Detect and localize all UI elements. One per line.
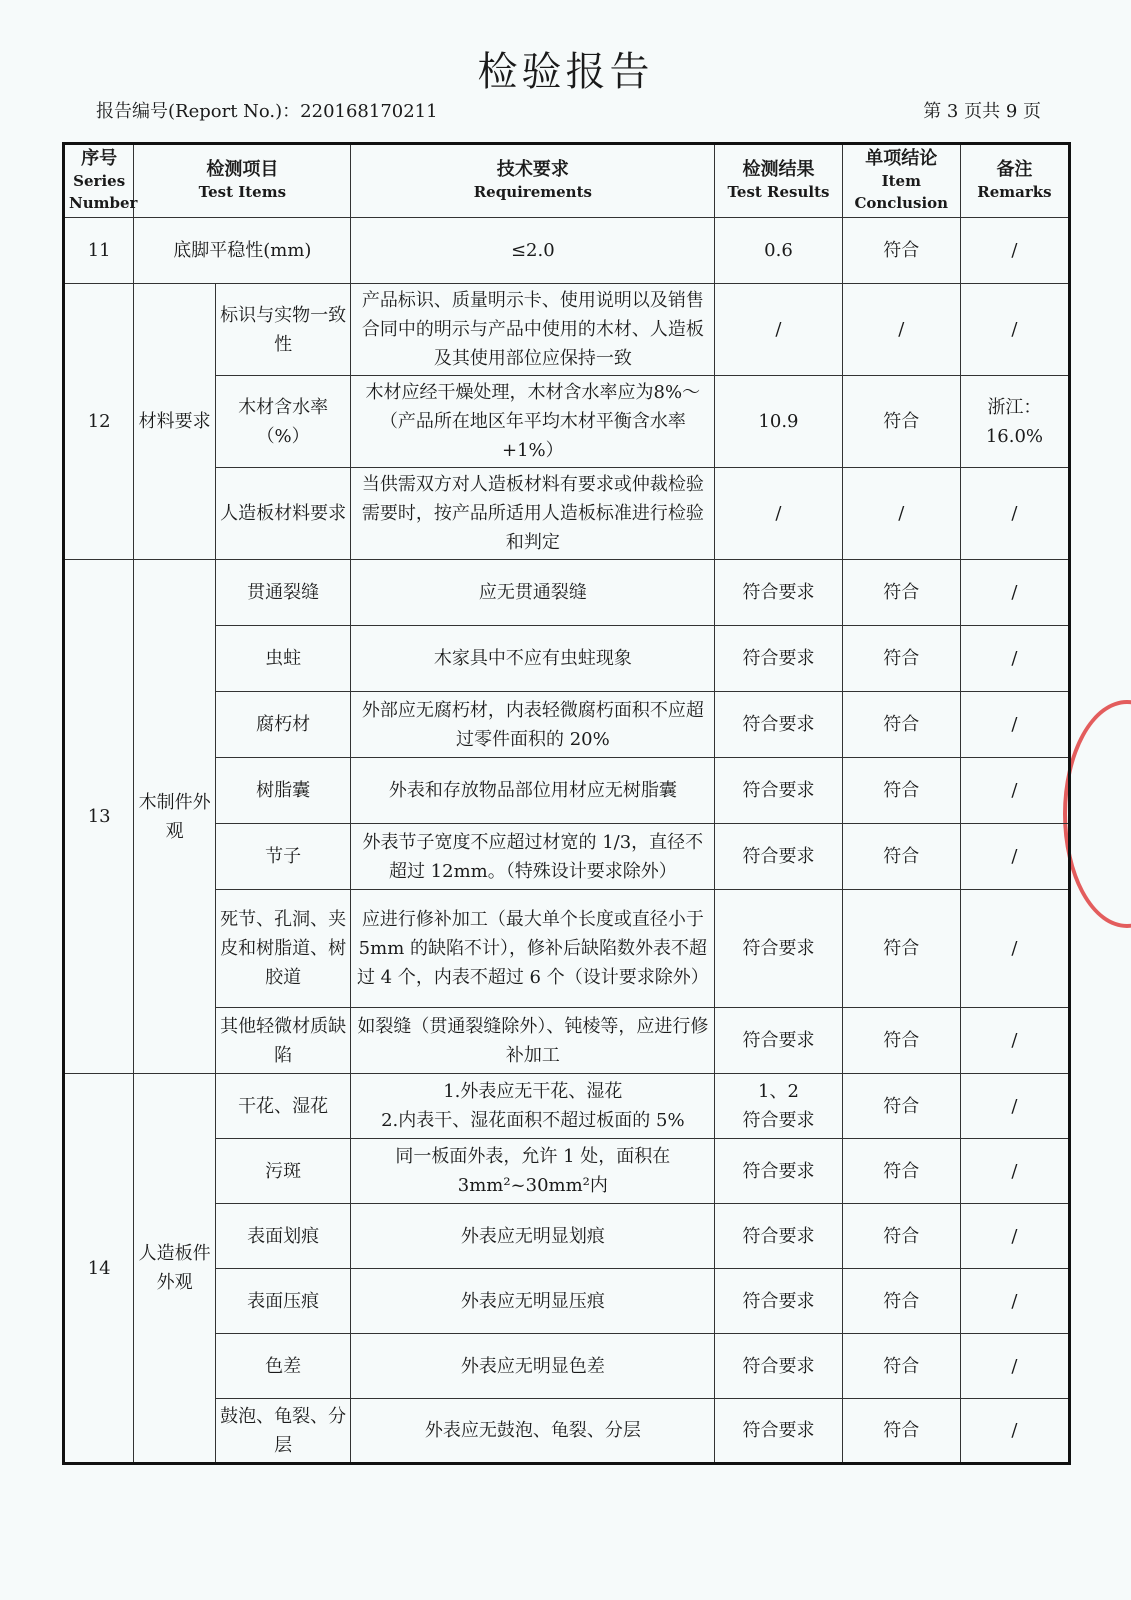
test-item: 表面压痕 xyxy=(215,1269,351,1334)
test-result: 0.6 xyxy=(715,218,842,284)
conclusion: 符合 xyxy=(842,218,960,284)
header-test-results: 检测结果 Test Results xyxy=(715,144,842,218)
remark: / xyxy=(960,284,1069,376)
requirement: 外表和存放物品部位用材应无树脂囊 xyxy=(351,758,715,824)
test-item: 腐朽材 xyxy=(215,692,351,758)
requirement: 外表应无明显压痕 xyxy=(351,1269,715,1334)
conclusion: / xyxy=(842,468,960,560)
table-row xyxy=(64,758,1070,824)
table-row xyxy=(64,626,1070,692)
table-row xyxy=(64,376,1070,468)
test-item: 木材含水率（%） xyxy=(215,376,351,468)
requirement: 应进行修补加工（最大单个长度或直径小于 5mm 的缺陷不计），修补后缺陷数外表不超过 4 个，内表不超过 6 个（设计要求除外） xyxy=(351,890,715,1008)
test-item: 贯通裂缝 xyxy=(215,560,351,626)
test-item: 节子 xyxy=(215,824,351,890)
remark: / xyxy=(960,824,1069,890)
remark: / xyxy=(960,1204,1069,1269)
requirement-line: 2.内表干、湿花面积不超过板面的 5% xyxy=(381,1110,685,1131)
conclusion: 符合 xyxy=(842,626,960,692)
remark: / xyxy=(960,1139,1069,1204)
test-result: 符合要求 xyxy=(715,626,842,692)
table-row xyxy=(64,218,1070,284)
requirement: 木材应经干燥处理，木材含水率应为8%～（产品所在地区年平均木材平衡含水率+1%） xyxy=(351,376,715,468)
remark: / xyxy=(960,1399,1069,1464)
requirement: 外部应无腐朽材，内表轻微腐朽面积不应超过零件面积的 20% xyxy=(351,692,715,758)
conclusion: 符合 xyxy=(842,560,960,626)
test-item: 底脚平稳性(mm) xyxy=(134,218,351,284)
remark: / xyxy=(960,692,1069,758)
table-row xyxy=(64,824,1070,890)
table-row xyxy=(64,1399,1070,1464)
conclusion: 符合 xyxy=(842,824,960,890)
test-result: 符合要求 xyxy=(715,1204,842,1269)
header-test-items: 检测项目 Test Items xyxy=(134,144,351,218)
test-result: 10.9 xyxy=(715,376,842,468)
test-item: 人造板材料要求 xyxy=(215,468,351,560)
category: 人造板件外观 xyxy=(134,1074,216,1464)
remark: / xyxy=(960,890,1069,1008)
remark: / xyxy=(960,626,1069,692)
requirement: 如裂缝（贯通裂缝除外）、钝棱等，应进行修补加工 xyxy=(351,1008,715,1074)
test-item: 其他轻微材质缺陷 xyxy=(215,1008,351,1074)
conclusion: 符合 xyxy=(842,1269,960,1334)
red-seal-stamp xyxy=(1063,700,1131,928)
conclusion: 符合 xyxy=(842,890,960,1008)
requirement: 应无贯通裂缝 xyxy=(351,560,715,626)
requirement: ≤2.0 xyxy=(351,218,715,284)
test-result: / xyxy=(715,468,842,560)
test-result: 符合要求 xyxy=(715,1334,842,1399)
result-line: 1、2 xyxy=(758,1081,799,1102)
remark: / xyxy=(960,1269,1069,1334)
requirement: 同一板面外表，允许 1 处，面积在3mm²~30mm²内 xyxy=(351,1139,715,1204)
test-item: 污斑 xyxy=(215,1139,351,1204)
test-result: 符合要求 xyxy=(715,1399,842,1464)
table-row xyxy=(64,468,1070,560)
requirement: 木家具中不应有虫蛀现象 xyxy=(351,626,715,692)
requirement: 外表应无明显色差 xyxy=(351,1334,715,1399)
conclusion: 符合 xyxy=(842,692,960,758)
test-item: 死节、孔洞、夹皮和树脂道、树胶道 xyxy=(215,890,351,1008)
requirement: 外表应无明显划痕 xyxy=(351,1204,715,1269)
test-item: 干花、湿花 xyxy=(215,1074,351,1139)
category: 材料要求 xyxy=(134,284,216,560)
conclusion: / xyxy=(842,284,960,376)
remark: / xyxy=(960,1074,1069,1139)
conclusion: 符合 xyxy=(842,758,960,824)
test-item: 鼓泡、龟裂、分层 xyxy=(215,1399,351,1464)
table-row xyxy=(64,1008,1070,1074)
report-number: 报告编号(Report No.)：220168170211 xyxy=(96,101,438,122)
table-row xyxy=(64,1074,1070,1139)
requirement xyxy=(351,1074,715,1139)
table-row xyxy=(64,1204,1070,1269)
table-row xyxy=(64,692,1070,758)
series-number: 13 xyxy=(64,560,134,1074)
requirement: 产品标识、质量明示卡、使用说明以及销售合同中的明示与产品中使用的木材、人造板及其使用部位应保持一致 xyxy=(351,284,715,376)
test-item: 标识与实物一致性 xyxy=(215,284,351,376)
conclusion: 符合 xyxy=(842,1334,960,1399)
conclusion: 符合 xyxy=(842,1139,960,1204)
test-item: 色差 xyxy=(215,1334,351,1399)
conclusion: 符合 xyxy=(842,1074,960,1139)
remark: 浙江：16.0% xyxy=(960,376,1069,468)
test-result: 符合要求 xyxy=(715,824,842,890)
test-result: / xyxy=(715,284,842,376)
table-row xyxy=(64,284,1070,376)
requirement: 外表应无鼓泡、龟裂、分层 xyxy=(351,1399,715,1464)
remark: / xyxy=(960,218,1069,284)
table-row xyxy=(64,1269,1070,1334)
table-row xyxy=(64,1139,1070,1204)
test-item: 树脂囊 xyxy=(215,758,351,824)
report-table xyxy=(62,142,1071,1465)
page-title: 检验报告 xyxy=(477,49,654,95)
remark: / xyxy=(960,468,1069,560)
test-result: 符合要求 xyxy=(715,1008,842,1074)
test-result: 符合要求 xyxy=(715,758,842,824)
conclusion: 符合 xyxy=(842,1204,960,1269)
result-line: 符合要求 xyxy=(742,1110,815,1131)
table-row xyxy=(64,560,1070,626)
test-result: 符合要求 xyxy=(715,692,842,758)
header-item-conclusion: 单项结论 Item Conclusion xyxy=(842,144,960,218)
conclusion: 符合 xyxy=(842,376,960,468)
requirement: 外表节子宽度不应超过材宽的 1/3，直径不超过 12mm。（特殊设计要求除外） xyxy=(351,824,715,890)
requirement-line: 1.外表应无干花、湿花 xyxy=(443,1081,623,1102)
remark: / xyxy=(960,1334,1069,1399)
test-result xyxy=(715,1074,842,1139)
requirement: 当供需双方对人造板材料有要求或仲裁检验需要时，按产品所适用人造板标准进行检验和判定 xyxy=(351,468,715,560)
series-number: 14 xyxy=(64,1074,134,1464)
test-result: 符合要求 xyxy=(715,560,842,626)
test-item: 表面划痕 xyxy=(215,1204,351,1269)
test-result: 符合要求 xyxy=(715,1269,842,1334)
table-header-row xyxy=(64,144,1070,218)
table-row xyxy=(64,1334,1070,1399)
series-number: 12 xyxy=(64,284,134,560)
remark: / xyxy=(960,1008,1069,1074)
header-requirements: 技术要求 Requirements xyxy=(351,144,715,218)
page-info: 第 3 页共 9 页 xyxy=(923,101,1041,122)
test-result: 符合要求 xyxy=(715,890,842,1008)
conclusion: 符合 xyxy=(842,1008,960,1074)
table-row xyxy=(64,890,1070,1008)
test-result: 符合要求 xyxy=(715,1139,842,1204)
conclusion: 符合 xyxy=(842,1399,960,1464)
header-remarks: 备注 Remarks xyxy=(960,144,1069,218)
remark: / xyxy=(960,758,1069,824)
category: 木制件外观 xyxy=(134,560,216,1074)
test-item: 虫蛀 xyxy=(215,626,351,692)
series-number: 11 xyxy=(64,218,134,284)
remark: / xyxy=(960,560,1069,626)
header-series: 序号 Series Number xyxy=(64,144,134,218)
